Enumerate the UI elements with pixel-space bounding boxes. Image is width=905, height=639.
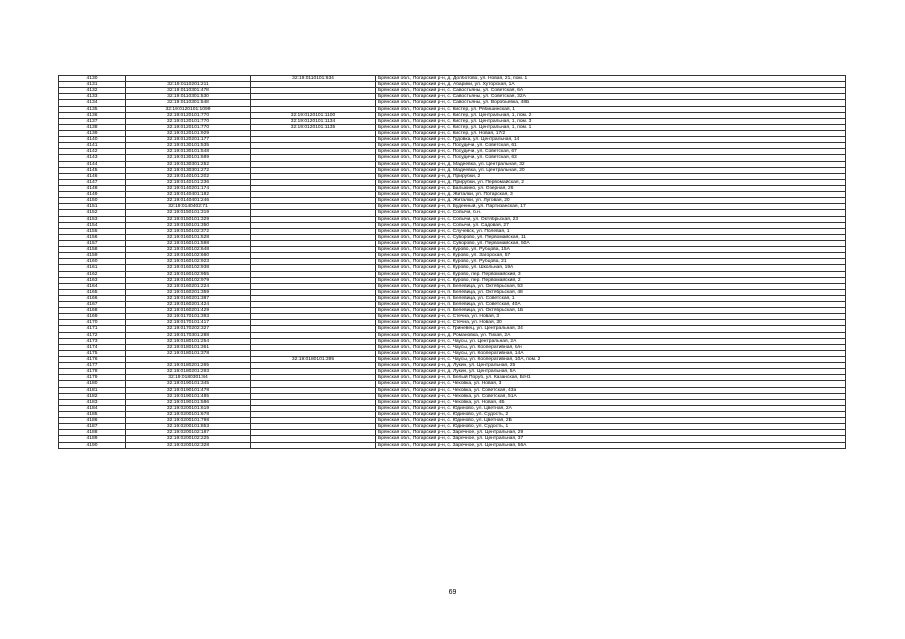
cadastral-number-cell: 32:19:0150102:372 [126,228,251,234]
row-number-cell: 4179 [59,375,126,381]
row-number-cell: 4177 [59,363,126,369]
row-number-cell: 4154 [59,222,126,228]
row-number-cell: 4151 [59,204,126,210]
row-number-cell: 4170 [59,320,126,326]
cadastral-number-cell: 32:19:0110201:211 [126,82,251,88]
page-number: 69 [448,589,457,596]
cadastral-number-cell: 32:19:0170101:417 [126,320,251,326]
address-cell: Брянская обл., Погарский р-н, с. Курово, ул. Загорская, 57 [376,253,846,259]
row-number-cell: 4150 [59,198,126,204]
address-cell: Брянская обл., Погарский р-н, с. Суворово, ул. Первомайская, 11 [376,234,846,240]
address-cell: Брянская обл., Погарский р-н, с. Юдиново, ул. Судость, 2 [376,412,846,418]
row-number-cell: 4157 [59,240,126,246]
row-number-cell: 4152 [59,210,126,216]
address-cell: Брянская обл., Погарский р-н, с. Курово, ул. Школьная, 19А [376,265,846,271]
address-cell: Брянская обл., Погарский р-н, п. Белый Поруб, ул. Казанская, Б/Н1 [376,375,846,381]
cadastral-number-cell: 32:19:0200102:225 [126,436,251,442]
cadastral-number-cell: 32:19:0130101:548 [126,149,251,155]
cadastral-number-cell: 32:19:0150101:350 [126,222,251,228]
cadastral-number-cell: 32:19:0200101:619 [126,405,251,411]
address-cell: Брянская обл., Погарский р-н, с. Суворово, ул. Первомайская, 50А [376,240,846,246]
address-cell: Брянская обл., Погарский р-н, с. Заречное, ул. Центральная, 29 [376,430,846,436]
address-cell: Брянская обл., Погарский р-н, д. Мадеевка, ул. Центральная, 20 [376,167,846,173]
address-cell: Брянская обл., Погарский р-н, п. Белевица, ул. Октябрьская, 48 [376,289,846,295]
cadastral-number-cell: 32:19:0160102:660 [126,253,251,259]
cadastral-number-cell: 32:19:0110301:548 [126,100,251,106]
row-number-cell: 4156 [59,234,126,240]
address-cell: Брянская обл., Погарский р-н, п. Буденный, ул. Партизанская, 17 [376,204,846,210]
address-cell: Брянская обл., Погарский р-н, с. Чеховка, ул. Советская, 51А [376,393,846,399]
address-cell: Брянская обл., Погарский р-н, с. Курово, пер. Первомайский, 2 [376,277,846,283]
address-cell: Брянская обл., Погарский р-н, с. Кистер, ул. Центральная, 1, пом. 2 [376,112,846,118]
address-cell: Брянская обл., Погарский р-н, с. Сопычи, ул. Октябрьская, 23 [376,216,846,222]
row-number-cell: 4175 [59,350,126,356]
row-number-cell: 4138 [59,124,126,130]
cadastral-number-cell: 32:19:0170101:393 [126,314,251,320]
address-cell: Брянская обл., Погарский р-н, д. Прирубки, ул. Первомайская, 2 [376,179,846,185]
row-number-cell: 4167 [59,302,126,308]
row-number-cell: 4130 [59,76,126,82]
address-cell: Брянская обл., Погарский р-н, с. Посудичи, ул. Советская, 61 [376,143,846,149]
cadastral-number-cell: 32:19:0170301:288 [126,332,251,338]
cadastral-number-cell: 32:19:0140101:202 [126,173,251,179]
address-cell: Брянская обл., Погарский р-н, д. Житалки, ул. Потарская, 3 [376,192,846,198]
row-number-cell: 4158 [59,247,126,253]
cadastral-number-cell: 32:19:0160101:598 [126,240,251,246]
premises-cadastral-number-cell: 32:19:0110101:634 [251,76,376,82]
row-number-cell: 4133 [59,94,126,100]
address-cell: Брянская обл., Погарский р-н, п. Белевица, ул. Октябрьская, 53 [376,283,846,289]
cadastral-number-cell: 32:19:0180101:254 [126,338,251,344]
address-cell: Брянская обл., Погарский р-н, с. Чеховка, ул. Новая, 3 [376,381,846,387]
row-number-cell: 4173 [59,338,126,344]
cadastral-number-cell: 32:19:0130301:272 [126,167,251,173]
cadastral-number-cell: 32:19:0120101:929 [126,130,251,136]
cadastral-number-cell: 32:19:0120101:770 [126,118,251,124]
cadastral-number-cell: 32:19:0130301:252 [126,161,251,167]
address-cell: Брянская обл., Погарский р-н, д. Прирубки, 2 [376,173,846,179]
row-number-cell: 4144 [59,161,126,167]
row-number-cell: 4134 [59,100,126,106]
address-cell: Брянская обл., Погарский р-н, п. Белевица, ул. Октябрьская, 1Б [376,308,846,314]
address-cell: Брянская обл., Погарский р-н, д. Романовка, ул. Тихая, 2А [376,332,846,338]
address-cell: Брянская обл., Погарский р-н, с. Заречное, ул. Центральная, 56А [376,442,846,448]
cadastral-number-cell: 32:19:0200101:678 [126,412,251,418]
row-number-cell: 4166 [59,295,126,301]
cadastral-number-cell: 32:19:0140401:182 [126,192,251,198]
cadastral-number-cell: 32:19:0190101:485 [126,393,251,399]
table-body [59,76,846,449]
cadastral-number-cell: 32:19:0170202:327 [126,326,251,332]
row-number-cell: 4163 [59,277,126,283]
cadastral-number-cell: 32:19:0200101:798 [126,418,251,424]
row-number-cell: 4160 [59,259,126,265]
address-cell: Брянская обл., Погарский р-н, с. Чаусы, ул. Центральная, 2А [376,338,846,344]
cadastral-number-cell: 32:19:0150101:329 [126,216,251,222]
address-cell: Брянская обл., Погарский р-н, с. Гриневец, ул. Центральная, 34 [376,326,846,332]
cadastral-number-cell: 32:19:0120101:770 [126,124,251,130]
cadastral-number-cell: 32:19:0160101:528 [126,234,251,240]
address-cell: Брянская обл., Погарский р-н, с. Балыкино, ул. Озерная, 26 [376,185,846,191]
row-number-cell: 4178 [59,369,126,375]
table-row [59,442,846,448]
cadastral-number-cell: 32:19:0180301:84 [126,375,251,381]
row-number-cell: 4190 [59,442,126,448]
cadastral-number-cell: 32:19:0180101:361 [126,344,251,350]
cadastral-number-cell: 32:19:0110301:478 [126,88,251,94]
row-number-cell: 4131 [59,82,126,88]
row-number-cell: 4169 [59,314,126,320]
address-cell: Брянская обл., Погарский р-н, с. Посудичи, ул. Советская, 63 [376,155,846,161]
row-number-cell: 4149 [59,192,126,198]
row-number-cell: 4168 [59,308,126,314]
cadastral-number-cell: 32:19:0140401:246 [126,198,251,204]
cadastral-number-cell: 32:19:0160102:979 [126,277,251,283]
premises-cadastral-number-cell: 32:19:0120101:1135 [251,124,376,130]
address-cell: Брянская обл., Погарский р-н, с. Чеховка, ул. Новая, 4Б [376,399,846,405]
address-cell: Брянская обл., Погарский р-н, с. Чаусы, ул. Кооперативная, 14А [376,350,846,356]
cadastral-number-cell: 32:19:0160102:648 [126,247,251,253]
premises-cadastral-number-cell: 32:19:0120101:1134 [251,118,376,124]
row-number-cell: 4137 [59,118,126,124]
address-cell: Брянская обл., Погарский р-н, с. Кистер, ул. Центральная, 1, пом. 1 [376,124,846,130]
address-cell: Брянская обл., Погарский р-н, д. Абарики, ул. Хуторская, 1А [376,82,846,88]
row-number-cell: 4165 [59,289,126,295]
address-cell: Брянская обл., Погарский р-н, с. Кистер, ул. Рябишинская, 1 [376,106,846,112]
row-number-cell: 4187 [59,424,126,430]
row-number-cell: 4174 [59,344,126,350]
row-number-cell: 4141 [59,143,126,149]
row-number-cell: 4139 [59,130,126,136]
cadastral-number-cell: 32:19:0120201:177 [126,137,251,143]
cadastral-number-cell: 32:19:0180101:378 [126,350,251,356]
address-cell: Брянская обл., Погарский р-н, с. Сопычи, б.н. [376,210,846,216]
cadastral-number-cell: 32:19:0180201:293 [126,369,251,375]
address-cell: Брянская обл., Погарский р-н, п. Белевица, ул. Советская, 1 [376,295,846,301]
row-number-cell: 4183 [59,399,126,405]
cadastral-number-cell: 32:19:0200102:187 [126,430,251,436]
cadastral-number-cell: 32:19:0160102:923 [126,259,251,265]
row-number-cell: 4142 [59,149,126,155]
address-cell: Брянская обл., Погарский р-н, с. Курово, пер. Первомайский, 3 [376,271,846,277]
address-cell: Брянская обл., Погарский р-н, д. Мадеевка, ул. Центральная, 32 [376,161,846,167]
row-number-cell: 4189 [59,436,126,442]
cadastral-number-cell: 32:19:0200102:328 [126,442,251,448]
cadastral-number-cell: 32:19:0160201:387 [126,295,251,301]
cadastral-number-cell: 32:19:0190101:345 [126,381,251,387]
address-cell: Брянская обл., Погарский р-н, с. Заречное, ул. Центральная, 37 [376,436,846,442]
address-cell: Брянская обл., Погарский р-н, с. Савостьяны, ул. Воробьевка, 48Б [376,100,846,106]
row-number-cell: 4188 [59,430,126,436]
cadastral-number-cell: 32:19:0150101:319 [126,210,251,216]
row-number-cell: 4161 [59,265,126,271]
row-number-cell: 4136 [59,112,126,118]
address-cell: Брянская обл., Погарский р-н, д. Лукин, ул. Центральная, 25 [376,363,846,369]
address-cell: Брянская обл., Погарский р-н, с. Гудовка, ул. Центральная, 14 [376,137,846,143]
address-cell: Брянская обл., Погарский р-н, с. Курово, ул. Рубцова, 15А [376,247,846,253]
cadastral-number-cell: 32:19:0140201:174 [126,185,251,191]
row-number-cell: 4155 [59,228,126,234]
row-number-cell: 4147 [59,179,126,185]
row-number-cell: 4184 [59,405,126,411]
cadastral-number-cell: 32:19:0120101:770 [126,112,251,118]
address-cell: Брянская обл., Погарский р-н, д. Лукин, ул. Центральная, 5А [376,369,846,375]
row-number-cell: 4171 [59,326,126,332]
row-number-cell: 4143 [59,155,126,161]
cadastral-number-cell: 32:19:0130101:535 [126,143,251,149]
cadastral-number-cell: 32:19:0160102:938 [126,265,251,271]
cadastral-number-cell: 32:19:0200101:853 [126,424,251,430]
row-number-cell: 4146 [59,173,126,179]
row-number-cell: 4159 [59,253,126,259]
address-cell: Брянская обл., Погарский р-н, с. Кистер, ул. Новая, 17/2 [376,130,846,136]
cadastral-number-cell: 32:19:0190101:478 [126,387,251,393]
row-number-cell: 4180 [59,381,126,387]
cadastral-number-cell: 32:19:0120101:1099 [126,106,251,112]
cadastral-number-cell: 32:19:0160102:955 [126,271,251,277]
cadastral-number-cell: 32:19:0110301:530 [126,94,251,100]
premises-cadastral-number-cell: 32:19:0180101:395 [251,357,376,363]
address-cell: Брянская обл., Погарский р-н, с. Стечна, ул. Новая, 30 [376,320,846,326]
address-cell: Брянская обл., Погарский р-н, с. Савостьяны, ул. Советская, 32А [376,94,846,100]
address-cell: Брянская обл., Погарский р-н, с. Юдиново, ул. Судость, 1 [376,424,846,430]
cadastral-number-cell: 32:19:0140101:236 [126,179,251,185]
address-cell: Брянская обл., Погарский р-н, с. Курово, ул. Рубцова, 21 [376,259,846,265]
premises-cadastral-number-cell: 32:19:0120101:1100 [251,112,376,118]
row-number-cell: 4176 [59,357,126,363]
address-cell: Брянская обл., Погарский р-н, с. Савостьяны, ул. Советская, 6А [376,88,846,94]
address-cell: Брянская обл., Погарский р-н, с. Посудичи, ул. Советская, 67 [376,149,846,155]
property-register-table [58,75,846,449]
row-number-cell: 4172 [59,332,126,338]
row-number-cell: 4186 [59,418,126,424]
address-cell: Брянская обл., Погарский р-н, с. Чеховка, ул. Советская, 43а [376,387,846,393]
row-number-cell: 4182 [59,393,126,399]
address-cell: Брянская обл., Погарский р-н, с. Кистер, ул. Центральная, 1, пом. 3 [376,118,846,124]
address-cell: Брянская обл., Погарский р-н, с. Чаусы, ул. Кооперативная, 10А, пом. 2 [376,357,846,363]
cadastral-number-cell: 32:19:0180201:265 [126,363,251,369]
row-number-cell: 4140 [59,137,126,143]
cadastral-number-cell: 32:19:0160201:224 [126,283,251,289]
row-number-cell: 4145 [59,167,126,173]
address-cell: Брянская обл., Погарский р-н, с. Чаусы, ул. Кооперативная, б/н [376,344,846,350]
row-number-cell: 4153 [59,216,126,222]
address-cell: Брянская обл., Погарский р-н, д. Долботово, ул. Новая, 21, пом. 1 [376,76,846,82]
row-number-cell: 4181 [59,387,126,393]
cadastral-number-cell: 32:19:0130101:689 [126,155,251,161]
row-number-cell: 4164 [59,283,126,289]
row-number-cell: 4135 [59,106,126,112]
row-number-cell: 4162 [59,271,126,277]
row-number-cell: 4148 [59,185,126,191]
cadastral-number-cell: 32:19:0190101:586 [126,399,251,405]
address-cell: Брянская обл., Погарский р-н, с. Юдиново, ул. Цветная, 2А [376,405,846,411]
premises-cadastral-number-cell [251,442,376,448]
cadastral-number-cell: 32:19:0140402:71 [126,204,251,210]
cadastral-number-cell: 32:19:0160201:429 [126,308,251,314]
cadastral-number-cell: 32:19:0160201:359 [126,289,251,295]
cadastral-number-cell: 32:19:0160201:424 [126,302,251,308]
address-cell: Брянская обл., Погарский р-н, с. Сопычи, ул. Садовая, 27 [376,222,846,228]
address-cell: Брянская обл., Погарский р-н, с. Стечна, ул. Новая, 3 [376,314,846,320]
address-cell: Брянская обл., Погарский р-н, с. Случевск, ул. Полевая, 1 [376,228,846,234]
address-cell: Брянская обл., Погарский р-н, с. Юдиново, ул. Цветная, 2Б [376,418,846,424]
row-number-cell: 4185 [59,412,126,418]
address-cell: Брянская обл., Погарский р-н, д. Житалки, ул. Луговая, 20 [376,198,846,204]
address-cell: Брянская обл., Погарский р-н, п. Белевица, ул. Советская, 40А [376,302,846,308]
row-number-cell: 4132 [59,88,126,94]
